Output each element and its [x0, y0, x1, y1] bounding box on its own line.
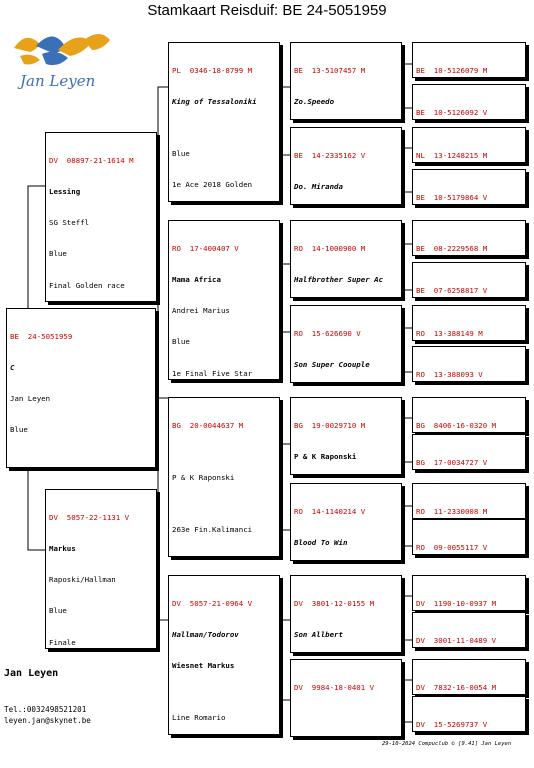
pedigree-card-gen4[interactable]	[412, 483, 526, 519]
card-line	[172, 556, 276, 557]
pedigree-card-gen3[interactable]	[290, 575, 402, 653]
ring-number: BE 10-5126079 M	[416, 65, 488, 75]
pedigree-card-gen4[interactable]	[412, 220, 526, 256]
pigeon-name: Zo.Speedo	[294, 97, 335, 107]
footer-text: 29-10-2024 Compuclub © [9.41] Jan Leyen	[382, 741, 512, 747]
ring-number: RO 11-2330008 M	[416, 506, 488, 516]
ring-number: BE 08-2229568 M	[416, 243, 488, 253]
pedigree-card-gen4[interactable]	[412, 346, 526, 382]
pedigree-card-subject[interactable]	[6, 308, 156, 468]
card-line: SG Steffl	[49, 218, 90, 228]
pedigree-card-gen4[interactable]	[412, 575, 526, 611]
pedigree-card-gen3[interactable]	[290, 220, 402, 298]
ring-number: DV 7832-16-0054 M	[416, 682, 497, 692]
pedigree-card-gen4[interactable]	[412, 127, 526, 163]
pedigree-card-gen4[interactable]	[412, 612, 526, 648]
card-line: 1e Ace 2018 Golden	[172, 180, 253, 190]
ring-number: BE 13-5107457 M	[294, 65, 366, 75]
card-line: Wiesnet Markus	[172, 661, 235, 671]
pedigree-card-gen4[interactable]	[412, 434, 526, 470]
ring-number: BE 24-5051959	[10, 331, 73, 341]
card-line: Jan Leyen	[10, 394, 51, 404]
ring-number: BE 10-5179864 V	[416, 192, 488, 202]
card-line: Blue	[49, 606, 67, 616]
ring-number: BE 14-2335162 V	[294, 150, 366, 160]
ring-number: DV 3801-12-0155 M	[294, 598, 375, 608]
owner-name: Jan Leyen	[4, 668, 59, 679]
pedigree-card-gen2[interactable]	[168, 575, 280, 735]
pigeon-name: Hallman/Todorov	[172, 630, 239, 640]
card-line: Raposki/Hallman	[49, 575, 116, 585]
owner-phone: Tel.:0032498521201	[4, 705, 87, 714]
pigeon-name: Mama Africa	[172, 275, 221, 285]
pedigree-card-dam[interactable]	[45, 489, 157, 649]
pedigree-card-gen4[interactable]	[412, 397, 526, 433]
pedigree-card-gen4[interactable]	[412, 42, 526, 78]
ring-number: DV 15-5269737 V	[416, 719, 488, 729]
ring-number: BG 8406-16-0320 M	[416, 420, 497, 430]
ring-number: DV 5057-21-0964 V	[172, 598, 253, 608]
card-line: Andrei Marius	[172, 306, 230, 316]
card-line: Blue	[172, 149, 190, 159]
pigeon-name: Lessing	[49, 187, 81, 197]
pigeon-name: Halfbrother Super Ac	[294, 275, 383, 285]
ring-number: RO 15-626690 V	[294, 328, 361, 338]
ring-number: NL 13-1248215 M	[416, 150, 488, 160]
ring-number: DV 3001-11-0489 V	[416, 635, 497, 645]
card-line	[294, 714, 398, 724]
pedigree-card-gen4[interactable]	[412, 696, 526, 732]
ring-number: PL 0346-18-8799 M	[172, 65, 253, 75]
card-line: Finale	[49, 637, 76, 647]
pedigree-card-gen3[interactable]	[290, 483, 402, 561]
ring-number: RO 09-0055117 V	[416, 542, 488, 552]
card-line: Final Golden race	[49, 280, 125, 290]
pedigree-card-gen4[interactable]	[412, 659, 526, 695]
pedigree-card-gen3[interactable]	[290, 42, 402, 120]
svg-text:Jan Leyen: Jan Leyen	[20, 72, 96, 90]
ring-number: BE 07-6258817 V	[416, 285, 488, 295]
card-line: Line Romario	[172, 713, 226, 723]
ring-number: RO 14-1140214 V	[294, 506, 366, 516]
ring-number: BG 19-0029710 M	[294, 420, 366, 430]
pedigree-card-gen4[interactable]	[412, 519, 526, 555]
pedigree-card-gen3[interactable]	[290, 397, 402, 475]
pigeon-name: Son Super Coouple	[294, 360, 370, 370]
pigeon-name: C	[10, 363, 15, 373]
ring-number: DV 9984-18-0401 V	[294, 682, 375, 692]
card-line: P & K Raponski	[172, 472, 235, 482]
pigeon-name: King of Tessaloniki	[172, 97, 257, 107]
pedigree-card-sire[interactable]	[45, 132, 157, 302]
card-line: P & K Raponski	[294, 452, 357, 462]
ring-number: DV 5057-22-1131 V	[49, 512, 130, 522]
pedigree-card-gen4[interactable]	[412, 262, 526, 298]
page-title: Stamkaart Reisduif: BE 24-5051959	[147, 2, 387, 19]
pigeon-name: Son Allbert	[294, 630, 343, 640]
pedigree-card-gen2[interactable]	[168, 397, 280, 557]
owner-contact	[4, 704, 91, 726]
pedigree-card-gen3[interactable]	[290, 659, 402, 737]
pedigree-card-gen3[interactable]	[290, 127, 402, 205]
ring-number: DV 1190-10-0937 M	[416, 598, 497, 608]
owner-email[interactable]: leyen.jan@skynet.be	[4, 716, 91, 725]
ring-number: RO 17-400407 V	[172, 243, 239, 253]
ring-number: RO 14-1000900 M	[294, 243, 366, 253]
ring-number: RO 13-388093 V	[416, 369, 483, 379]
pedigree-card-gen4[interactable]	[412, 84, 526, 120]
card-line: Blue	[10, 425, 28, 435]
ring-number: BG 20-0044637 M	[172, 420, 244, 430]
jan-leyen-logo	[6, 28, 116, 96]
pigeon-name: Do. Miranda	[294, 182, 343, 192]
ring-number: RO 13-388149 M	[416, 328, 483, 338]
pedigree-card-gen4[interactable]	[412, 305, 526, 341]
pedigree-card-gen2[interactable]	[168, 42, 280, 202]
pigeon-name: Blood To Win	[294, 538, 348, 548]
ring-number: DV 08897-21-1614 M	[49, 155, 134, 165]
card-line: 1e Final Five Star	[172, 368, 253, 378]
ring-number: BE 10-5126092 V	[416, 107, 488, 117]
pedigree-card-gen4[interactable]	[412, 169, 526, 205]
pigeon-name: Markus	[49, 544, 76, 554]
card-line: Blue	[49, 249, 67, 259]
ring-number: BG 17-0034727 V	[416, 457, 488, 467]
card-line: Blue	[172, 337, 190, 347]
pedigree-card-gen3[interactable]	[290, 305, 402, 383]
card-line: 263e Fin.Kalimanci	[172, 524, 253, 534]
pedigree-card-gen2[interactable]	[168, 220, 280, 380]
